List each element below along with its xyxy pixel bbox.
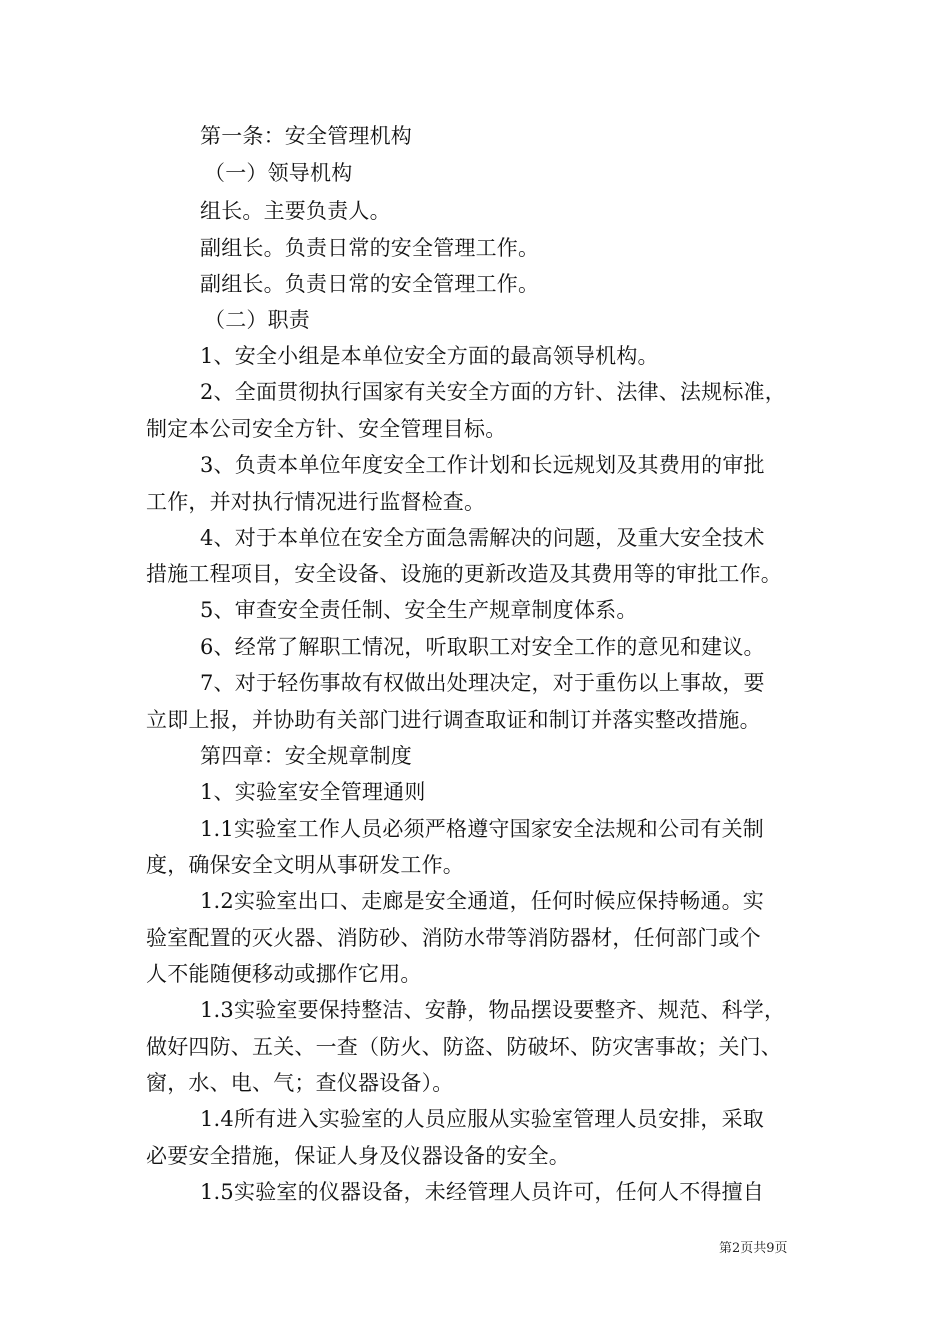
subsection-heading: （二）职责 [204,308,310,332]
paragraph-line: 人不能随便移动或挪作它用。 [146,962,422,986]
paragraph-line: 4、对于本单位在安全方面急需解决的问题，及重大安全技术 [200,526,765,550]
paragraph-line: 1.3实验室要保持整洁、安静，物品摆设要整齐、规范、科学， [200,998,786,1022]
paragraph-line: 6、经常了解职工情况，听取职工对安全工作的意见和建议。 [200,635,765,659]
paragraph-line: 必要安全措施，保证人身及仪器设备的安全。 [146,1144,570,1168]
paragraph-line: 工作，并对执行情况进行监督检查。 [146,490,486,514]
paragraph-line: 窗，水、电、气；查仪器设备）。 [146,1071,454,1095]
paragraph-line: 副组长。负责日常的安全管理工作。 [200,272,540,296]
paragraph-line: 组长。主要负责人。 [200,199,391,223]
paragraph-line: 做好四防、五关、一查（防火、防盗、防破坏、防灾害事故；关门、 [146,1035,782,1059]
paragraph-line: 度，确保安全文明从事研发工作。 [146,853,464,877]
paragraph-line: 3、负责本单位年度安全工作计划和长远规划及其费用的审批 [200,453,765,477]
page-number: 第2页共9页 [719,1241,788,1256]
paragraph-line: 副组长。负责日常的安全管理工作。 [200,236,540,260]
subsection-heading: （一）领导机构 [204,161,353,185]
paragraph-line: 1.2实验室出口、走廊是安全通道，任何时候应保持畅通。实 [200,889,764,913]
paragraph-line: 1.5实验室的仪器设备，未经管理人员许可，任何人不得擅自 [200,1180,764,1204]
paragraph-line: 5、审查安全责任制、安全生产规章制度体系。 [200,598,638,622]
paragraph-line: 1.1实验室工作人员必须严格遵守国家安全法规和公司有关制 [200,817,764,841]
paragraph-line: 立即上报，并协助有关部门进行调查取证和制订并落实整改措施。 [146,708,761,732]
paragraph-line: 措施工程项目，安全设备、设施的更新改造及其费用等的审批工作。 [146,562,782,586]
paragraph-line: 7、对于轻伤事故有权做出处理决定，对于重伤以上事故，要 [200,671,765,695]
subsection-heading: 1、实验室安全管理通则 [200,780,426,804]
section-heading: 第一条：安全管理机构 [200,124,412,148]
paragraph-line: 制定本公司安全方针、安全管理目标。 [146,417,507,441]
paragraph-line: 1、安全小组是本单位安全方面的最高领导机构。 [200,344,659,368]
paragraph-line: 2、全面贯彻执行国家有关安全方面的方针、法律、法规标准， [200,380,786,404]
chapter-heading: 第四章：安全规章制度 [200,744,412,768]
paragraph-line: 1.4所有进入实验室的人员应服从实验室管理人员安排，采取 [200,1107,764,1131]
paragraph-line: 验室配置的灭火器、消防砂、消防水带等消防器材，任何部门或个 [146,926,761,950]
